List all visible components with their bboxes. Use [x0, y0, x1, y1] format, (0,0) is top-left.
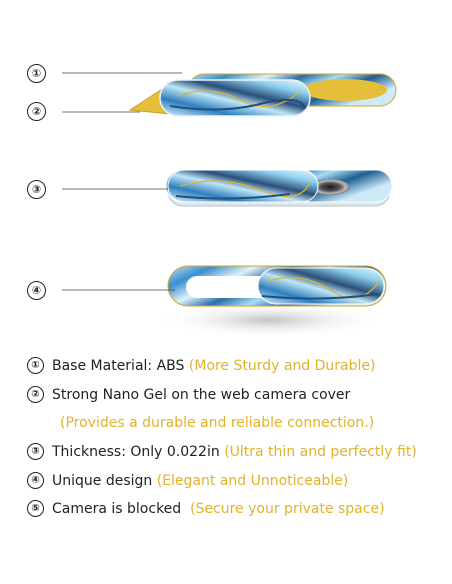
- cover-shadow: [155, 302, 385, 338]
- feature-number: ④: [27, 472, 44, 489]
- feature-item-3: [27, 443, 417, 461]
- feature-text: Base Material: ABS: [52, 358, 185, 374]
- feature-text: Thickness: Only 0.022in: [52, 444, 220, 460]
- feature-item-2-note: (Provides a durable and reliable connection.): [60, 415, 375, 431]
- feature-item-4: [27, 472, 348, 490]
- marker-1: ①: [27, 64, 46, 83]
- feature-note: (Secure your private space): [190, 501, 385, 517]
- feature-text: Strong Nano Gel on the web camera cover: [52, 387, 351, 403]
- marker-2: ②: [27, 102, 46, 121]
- exploded-cover: [130, 74, 396, 116]
- feature-item-2: [27, 386, 350, 404]
- feature-number: ①: [27, 357, 44, 374]
- feature-item-1: [27, 357, 376, 375]
- feature-note: (More Sturdy and Durable): [188, 358, 376, 374]
- feature-note: (Ultra thin and perfectly fit): [224, 444, 417, 460]
- cover-top-view: [155, 266, 386, 338]
- feature-number: ③: [27, 443, 44, 460]
- feature-text: Unique design: [52, 473, 153, 489]
- feature-item-5: [27, 500, 385, 518]
- feature-text: Camera is blocked: [52, 501, 182, 517]
- marker-3: ③: [27, 180, 46, 199]
- marker-4: ④: [27, 281, 46, 300]
- feature-number: ②: [27, 386, 44, 403]
- feature-note: (Elegant and Unnoticeable): [156, 473, 349, 489]
- feature-number: ⑤: [27, 500, 44, 517]
- assembled-cover-side: [166, 170, 392, 206]
- base-window-gel: [303, 79, 387, 101]
